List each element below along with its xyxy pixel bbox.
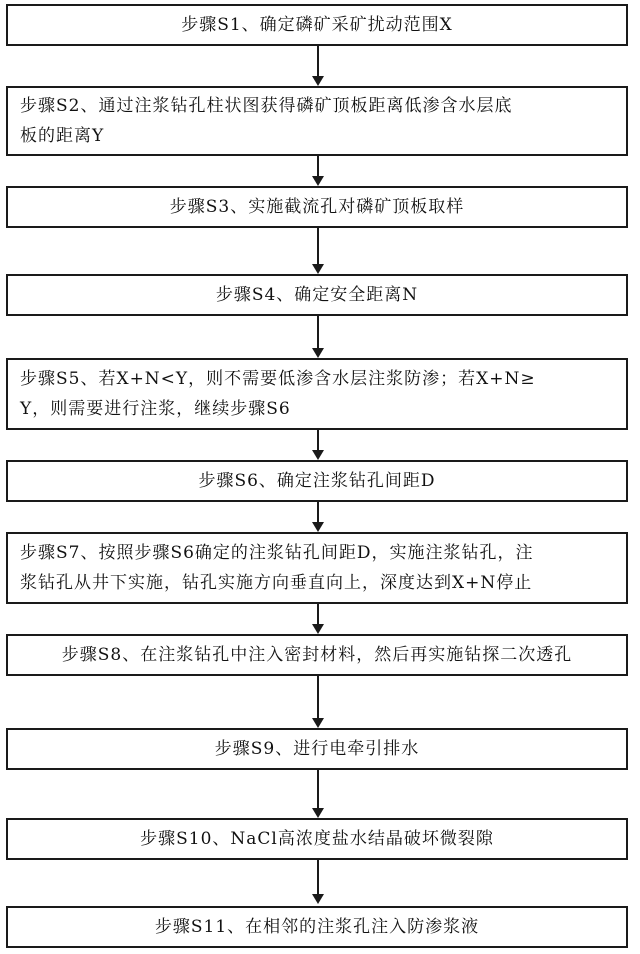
- step-box-s5: [6, 358, 628, 430]
- step-text-block: [20, 364, 536, 424]
- connector-line: [317, 770, 319, 810]
- step-box-s8: [6, 634, 628, 676]
- step-text-line2: 板的距离Y: [20, 126, 105, 146]
- arrow-down-icon: [312, 348, 324, 358]
- step-text: 步骤S6、确定注浆钻孔间距D: [198, 471, 436, 491]
- step-text: 步骤S1、确定磷矿采矿扰动范围X: [181, 15, 453, 35]
- step-box-s2: [6, 86, 628, 156]
- step-text: 步骤S10、NaCl高浓度盐水结晶破坏微裂隙: [140, 829, 494, 849]
- connector-line: [317, 316, 319, 350]
- step-box-s9: [6, 728, 628, 770]
- step-text: 步骤S4、确定安全距离N: [215, 285, 419, 305]
- arrow-down-icon: [312, 522, 324, 532]
- step-text-line2: Y，则需要进行注浆，继续步骤S6: [20, 399, 291, 419]
- step-box-s6: [6, 460, 628, 502]
- connector-line: [317, 604, 319, 626]
- step-text-line2: 浆钻孔从井下实施，钻孔实施方向垂直向上，深度达到X+N停止: [20, 573, 533, 593]
- step-text-block: [20, 91, 512, 151]
- step-text: 步骤S11、在相邻的注浆孔注入防渗浆液: [154, 917, 480, 937]
- step-box-s10: [6, 818, 628, 860]
- step-box-s7: [6, 532, 628, 604]
- arrow-down-icon: [312, 808, 324, 818]
- step-box-s3: [6, 186, 628, 228]
- connector-line: [317, 502, 319, 524]
- step-text-line1: 步骤S5、若X+N<Y，则不需要低渗含水层注浆防渗；若X+N≥: [20, 369, 536, 389]
- connector-line: [317, 430, 319, 452]
- step-box-s4: [6, 274, 628, 316]
- step-text-block: [20, 538, 534, 598]
- arrow-down-icon: [312, 894, 324, 904]
- step-text-line1: 步骤S2、通过注浆钻孔柱状图获得磷矿顶板距离低渗含水层底: [20, 96, 513, 116]
- step-text: 步骤S9、进行电牵引排水: [214, 739, 420, 759]
- arrow-down-icon: [312, 76, 324, 86]
- connector-line: [317, 156, 319, 178]
- step-text-line1: 步骤S7、按照步骤S6确定的注浆钻孔间距D，实施注浆钻孔，注: [20, 543, 534, 563]
- step-text: 步骤S3、实施截流孔对磷矿顶板取样: [169, 197, 465, 217]
- arrow-down-icon: [312, 624, 324, 634]
- step-text: 步骤S8、在注浆钻孔中注入密封材料，然后再实施钻探二次透孔: [61, 645, 573, 665]
- connector-line: [317, 46, 319, 76]
- arrow-down-icon: [312, 264, 324, 274]
- arrow-down-icon: [312, 176, 324, 186]
- step-box-s11: [6, 906, 628, 948]
- step-box-s1: [6, 4, 628, 46]
- connector-line: [317, 228, 319, 266]
- connector-line: [317, 860, 319, 896]
- arrow-down-icon: [312, 450, 324, 460]
- arrow-down-icon: [312, 718, 324, 728]
- connector-line: [317, 676, 319, 720]
